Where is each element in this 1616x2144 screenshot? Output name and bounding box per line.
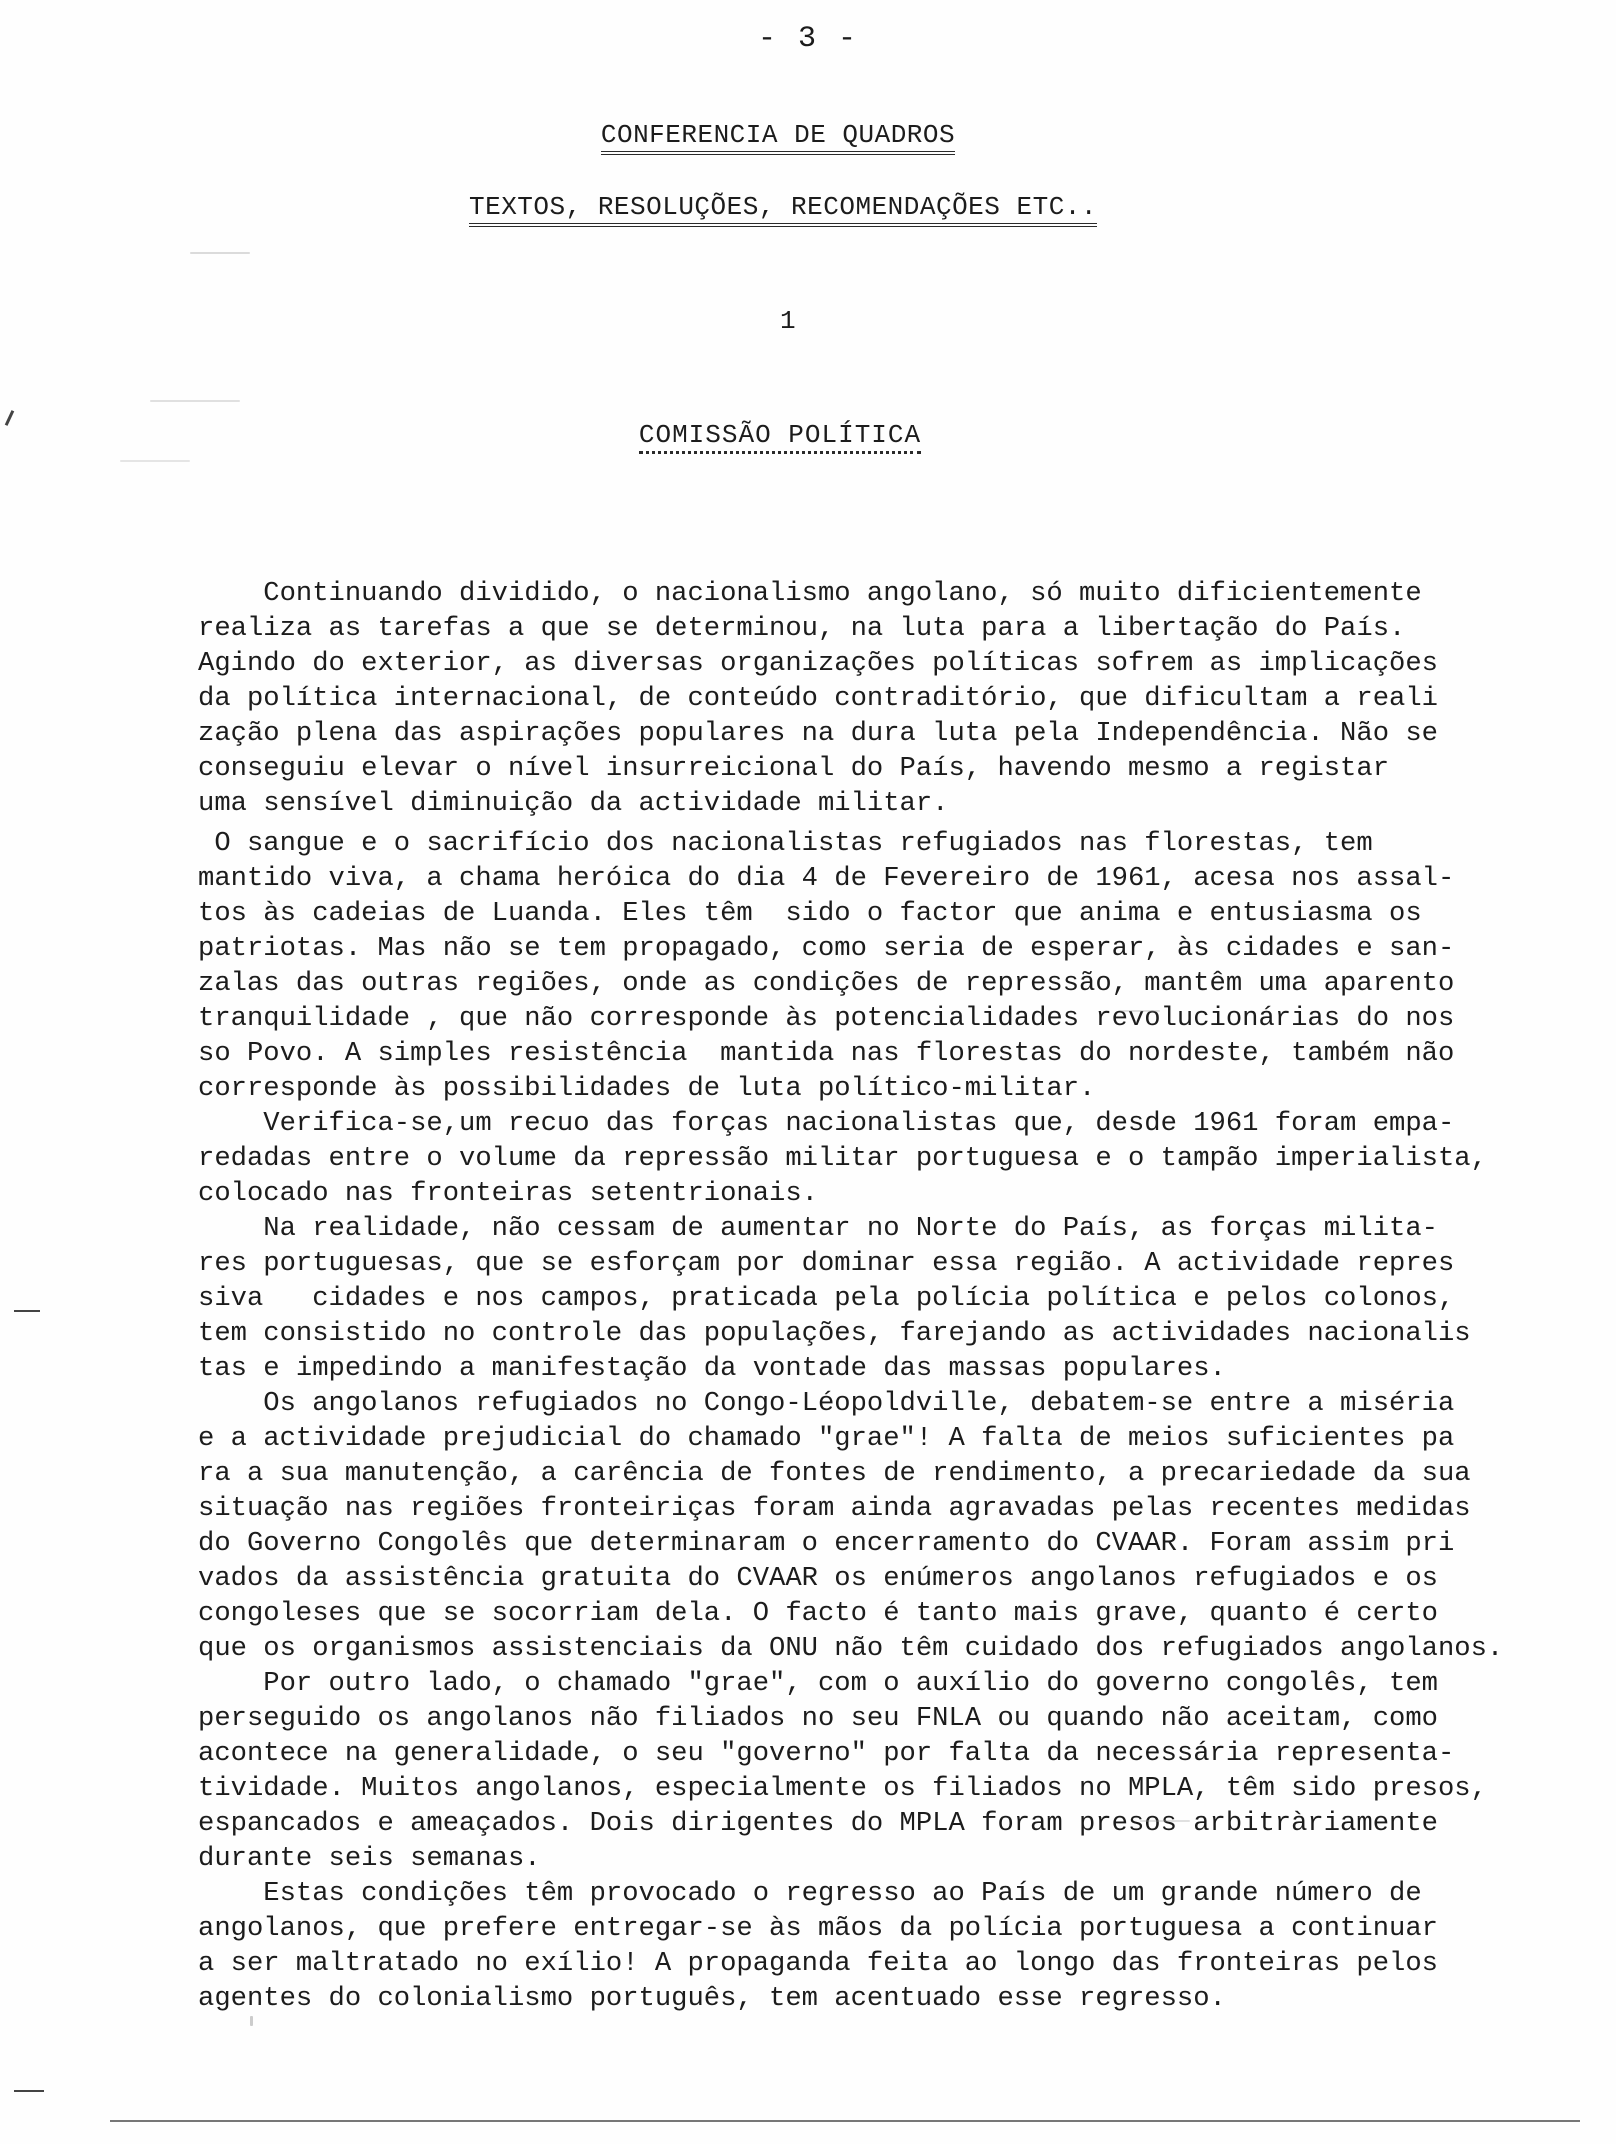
scan-mark: [14, 1310, 40, 1312]
scan-speck: [190, 252, 250, 254]
text-line: Continuando dividido, o nacionalismo angolano, só muito dificientemente: [198, 578, 1422, 609]
text-line: congoleses que se socorriam dela. O facto é tanto mais grave, quanto é certo: [198, 1598, 1438, 1629]
text-line: redadas entre o volume da repressão militar portuguesa e o tampão imperialista,: [198, 1143, 1487, 1174]
text-line: tranquilidade , que não corresponde às potencialidades revolucionárias do nos: [198, 1003, 1455, 1034]
text-line: acontece na generalidade, o seu "governo" por falta da necessária representa-: [198, 1738, 1455, 1769]
section-number: 1: [779, 306, 797, 336]
text-line: Estas condições têm provocado o regresso ao País de um grande número de: [198, 1878, 1422, 1909]
scan-speck: [1120, 1010, 1160, 1012]
text-line: durante seis semanas.: [198, 1843, 541, 1874]
paragraph-3: [198, 1386, 1538, 2016]
text-line: tividade. Muitos angolanos, especialmente os filiados no MPLA, têm sido presos,: [198, 1773, 1487, 1804]
text-line: mantido viva, a chama heróica do dia 4 de Fevereiro de 1961, acesa nos assal-: [198, 863, 1455, 894]
scan-speck: [1140, 1820, 1190, 1822]
text-line: Na realidade, não cessam de aumentar no Norte do País, as forças milita-: [198, 1213, 1438, 1244]
text-line: situação nas regiões fronteiriças foram ainda agravadas pelas recentes medidas: [198, 1493, 1471, 1524]
scan-mark: [14, 2090, 44, 2092]
text-line: O sangue e o sacrifício dos nacionalistas refugiados nas florestas, tem: [198, 828, 1373, 859]
text-line: Os angolanos refugiados no Congo-Léopoldville, debatem-se entre a miséria: [198, 1388, 1455, 1419]
text-line: angolanos, que prefere entregar-se às mãos da polícia portuguesa a continuar: [198, 1913, 1438, 1944]
text-line: res portuguesas, que se esforçam por dominar essa região. A actividade repres: [198, 1248, 1455, 1279]
paragraph-1: [198, 576, 1538, 821]
paragraph-2: [198, 826, 1538, 1386]
document-title: [0, 120, 1586, 155]
text-line: patriotas. Mas não se tem propagado, como seria de esperar, às cidades e san-: [198, 933, 1455, 964]
scan-speck: [120, 460, 190, 462]
text-line: realiza as tarefas a que se determinou, na luta para a libertação do País.: [198, 613, 1406, 644]
text-line: tos às cadeias de Luanda. Eles têm sido o factor que anima e entusiasma os: [198, 898, 1422, 929]
text-line: colocado nas fronteiras setentrionais.: [198, 1178, 818, 1209]
text-line: da política internacional, de conteúdo contraditório, que dificultam a reali: [198, 683, 1438, 714]
text-line: corresponde às possibilidades de luta político-militar.: [198, 1073, 1096, 1104]
bottom-rule: [110, 2120, 1580, 2122]
text-line: tas e impedindo a manifestação da vontade das massas populares.: [198, 1353, 1226, 1384]
scan-speck: [250, 2016, 253, 2026]
document-subtitle-text: TEXTOS, RESOLUÇÕES, RECOMENDAÇÕES ETC..: [469, 192, 1097, 227]
text-line: Verifica-se,um recuo das forças nacionalistas que, desde 1961 foram empa-: [198, 1108, 1455, 1139]
text-line: Por outro lado, o chamado "grae", com o auxílio do governo congolês, tem: [198, 1668, 1438, 1699]
text-line: ra a sua manutenção, a carência de fontes de rendimento, a precariedade da sua: [198, 1458, 1471, 1489]
text-line: espancados e ameaçados. Dois dirigentes do MPLA foram presos arbitràriamente: [198, 1808, 1438, 1839]
text-line: e a actividade prejudicial do chamado "grae"! A falta de meios suficientes pa: [198, 1423, 1455, 1454]
page-number: - 3 -: [757, 22, 858, 56]
text-line: zalas das outras regiões, onde as condições de repressão, mantêm uma aparento: [198, 968, 1455, 999]
text-line: a ser maltratado no exílio! A propaganda feita ao longo das fronteiras pelos: [198, 1948, 1438, 1979]
text-line: siva cidades e nos campos, praticada pela polícia política e pelos colonos,: [198, 1283, 1455, 1314]
text-line: agentes do colonialismo português, tem acentuado esse regresso.: [198, 1983, 1226, 2014]
text-line: uma sensível diminuição da actividade militar.: [198, 788, 949, 819]
text-line: que os organismos assistenciais da ONU não têm cuidado dos refugiados angolanos.: [198, 1633, 1504, 1664]
text-line: vados da assistência gratuita do CVAAR os enúmeros angolanos refugiados e os: [198, 1563, 1438, 1594]
text-line: do Governo Congolês que determinaram o encerramento do CVAAR. Foram assim pri: [198, 1528, 1455, 1559]
scan-speck: [150, 400, 240, 402]
text-line: zação plena das aspirações populares na dura luta pela Independência. Não se: [198, 718, 1438, 749]
document-title-text: CONFERENCIA DE QUADROS: [601, 120, 955, 155]
text-line: perseguido os angolanos não filiados no seu FNLA ou quando não aceitam, como: [198, 1703, 1438, 1734]
text-line: tem consistido no controle das populações, farejando as actividades nacionalis: [198, 1318, 1471, 1349]
document-subtitle: [0, 192, 1591, 227]
section-title-text: COMISSÃO POLÍTICA: [639, 420, 921, 454]
section-title: [0, 420, 1588, 454]
text-line: so Povo. A simples resistência mantida nas florestas do nordeste, também não: [198, 1038, 1455, 1069]
text-line: conseguiu elevar o nível insurreicional do País, havendo mesmo a registar: [198, 753, 1390, 784]
text-line: Agindo do exterior, as diversas organizações políticas sofrem as implicações: [198, 648, 1438, 679]
